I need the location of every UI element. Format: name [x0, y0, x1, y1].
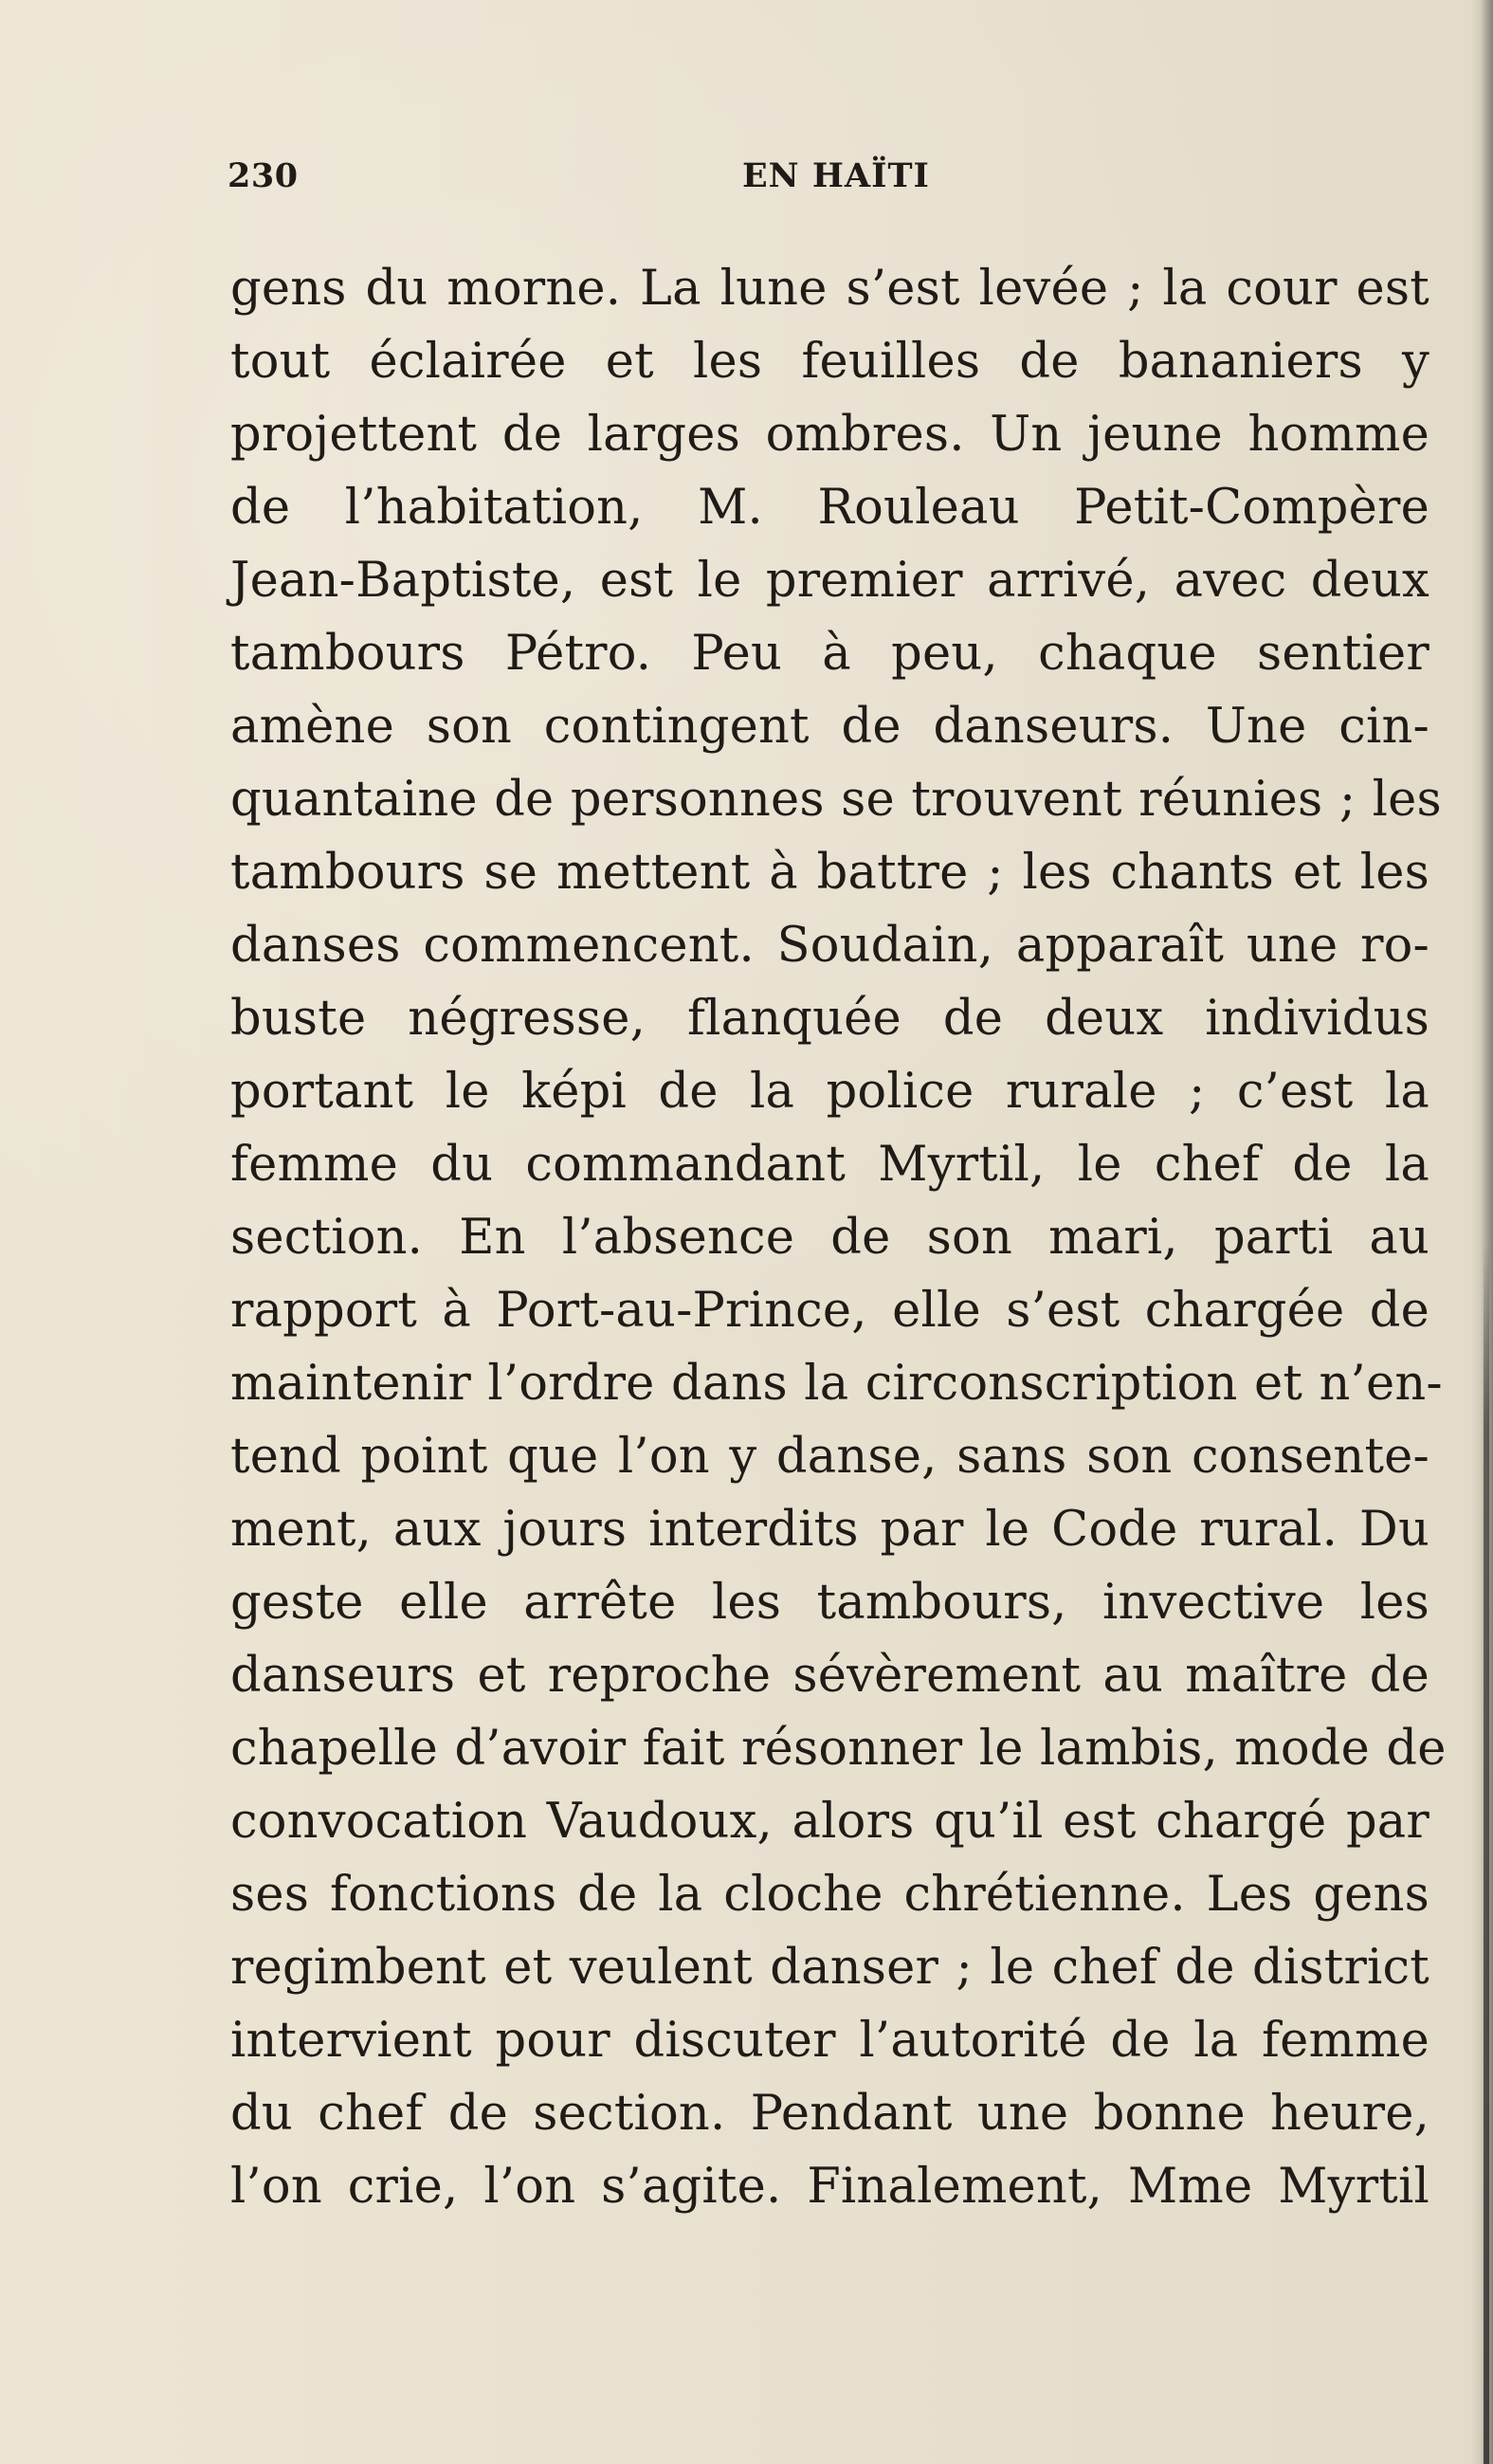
text-line: ment, aux jours interdits par le Code rural. Du — [230, 1502, 1429, 1558]
text-line: maintenir l’ordre dans la circonscription et n’en- — [230, 1356, 1443, 1412]
text-line: tend point que l’on y danse, sans son consente- — [230, 1429, 1429, 1485]
text-line: du chef de section. Pendant une bonne heure, — [230, 2086, 1429, 2142]
text-line: ses fonctions de la cloche chrétienne. Les gens — [230, 1867, 1429, 1923]
text-line: de l’habitation, M. Rouleau Petit-Compère — [230, 480, 1429, 536]
text-line: tout éclairée et les feuilles de bananiers y — [230, 334, 1429, 390]
text-line: quantaine de personnes se trouvent réunies ; les — [230, 772, 1442, 828]
page-edge-shadow — [1470, 0, 1493, 2464]
text-line: Jean-Baptiste, est le premier arrivé, avec deux — [230, 553, 1429, 609]
text-line: amène son contingent de danseurs. Une cin- — [230, 699, 1429, 755]
text-line: intervient pour discuter l’autorité de la femme — [230, 2013, 1429, 2069]
running-title: EN HAÏTI — [742, 156, 930, 195]
text-line: rapport à Port-au-Prince, elle s’est chargée de — [230, 1283, 1429, 1339]
text-line: tambours Pétro. Peu à peu, chaque sentier — [230, 626, 1429, 682]
text-line: danseurs et reproche sévèrement au maître de — [230, 1648, 1429, 1704]
text-line: convocation Vaudoux, alors qu’il est chargé par — [230, 1794, 1429, 1850]
text-line: chapelle d’avoir fait résonner le lambis, mode de — [230, 1721, 1447, 1777]
page-header — [228, 156, 1218, 209]
text-line: tambours se mettent à battre ; les chants et les — [230, 845, 1429, 901]
text-line: section. En l’absence de son mari, parti au — [230, 1210, 1429, 1266]
page-number: 230 — [228, 156, 299, 195]
text-line: portant le képi de la police rurale ; c’est la — [230, 1064, 1429, 1120]
text-line: gens du morne. La lune s’est levée ; la cour est — [230, 261, 1429, 317]
text-line: buste négresse, flanquée de deux individus — [230, 991, 1429, 1047]
text-line: regimbent et veulent danser ; le chef de district — [230, 1940, 1429, 1996]
body-text — [230, 252, 1447, 2223]
text-line: l’on crie, l’on s’agite. Finalement, Mme Myrtil — [230, 2159, 1429, 2215]
page-edge-line — [1484, 1242, 1489, 2464]
text-line: femme du commandant Myrtil, le chef de la — [230, 1137, 1429, 1193]
text-line: geste elle arrête les tambours, invective les — [230, 1575, 1429, 1631]
text-line: projettent de larges ombres. Un jeune homme — [230, 407, 1429, 463]
text-line: danses commencent. Soudain, apparaît une ro- — [230, 918, 1429, 974]
